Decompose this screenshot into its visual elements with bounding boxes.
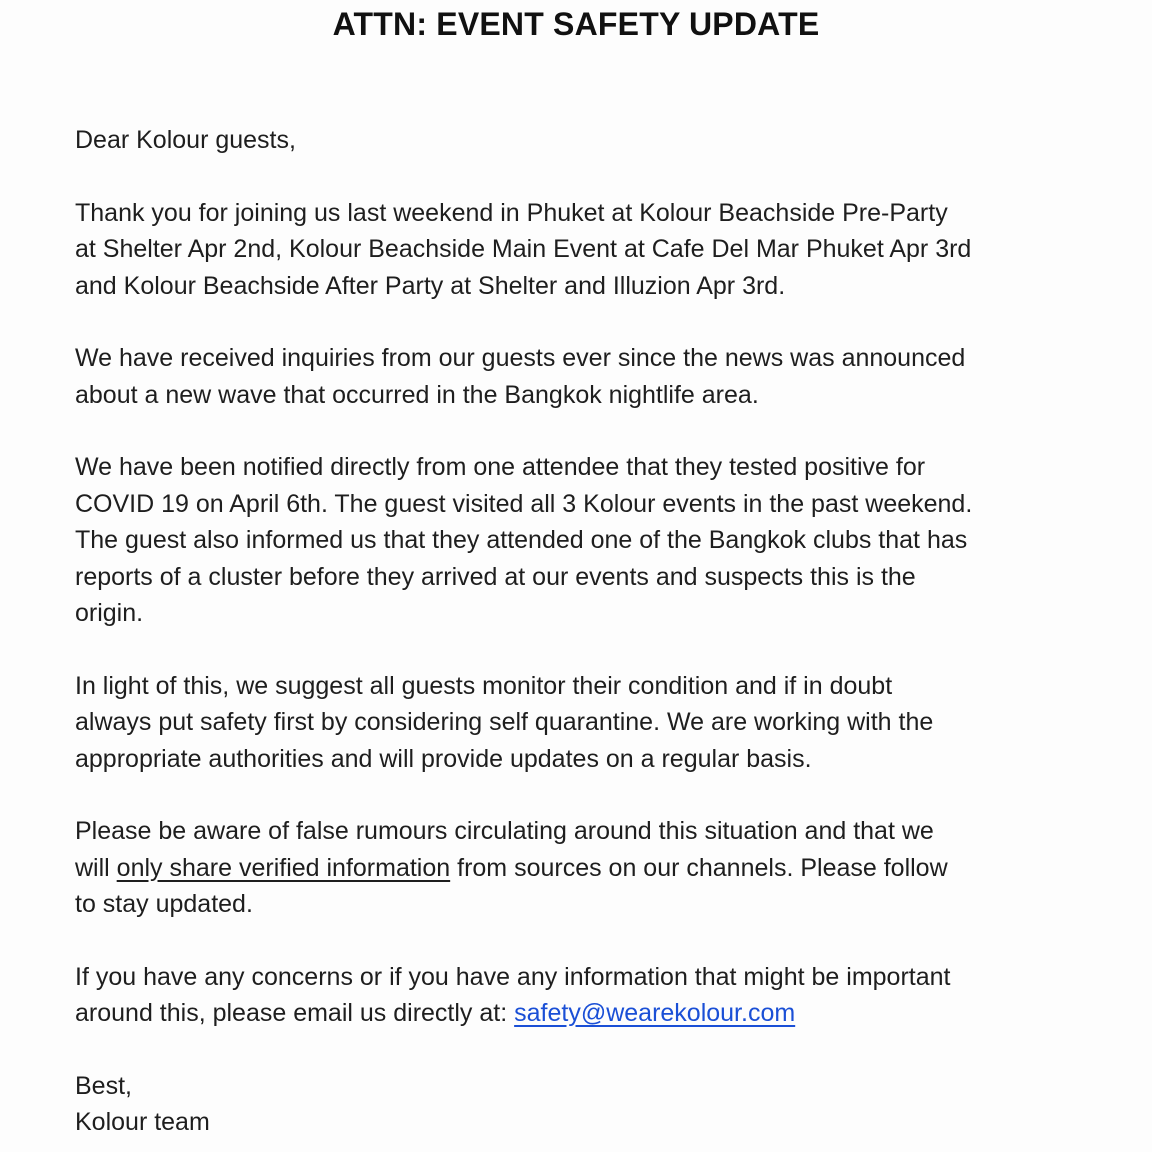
paragraph-inquiries bbox=[75, 340, 1135, 413]
paragraph-line: always put safety first by considering self quarantine. We are working with the bbox=[75, 708, 934, 736]
paragraph-line: about a new wave that occurred in the Bangkok nightlife area. bbox=[75, 380, 759, 409]
paragraph-line: Thank you for joining us last weekend in Phuket at Kolour Beachside Pre-Party bbox=[75, 198, 948, 227]
paragraph-line: We have been notified directly from one attendee that they tested positive for bbox=[75, 453, 926, 481]
paragraph-line: If you have any concerns or if you have any information that might be important bbox=[75, 962, 951, 991]
letter-body bbox=[75, 122, 1135, 1152]
paragraph-line bbox=[75, 850, 1135, 887]
paragraph-line bbox=[75, 995, 1135, 1032]
paragraph-line: reports of a cluster before they arrived at our events and suspects this is the bbox=[75, 562, 916, 591]
signature: Kolour team bbox=[75, 1108, 210, 1136]
email-link[interactable]: safety@wearekolour.com bbox=[514, 999, 796, 1027]
paragraph-line: appropriate authorities and will provide updates on a regular basis. bbox=[75, 744, 812, 773]
paragraph-notification bbox=[75, 449, 1135, 632]
paragraph-line: to stay updated. bbox=[75, 890, 253, 918]
paragraph-thanks bbox=[75, 195, 1135, 305]
paragraph-line: at Shelter Apr 2nd, Kolour Beachside Main Event at Cafe Del Mar Phuket Apr 3rd bbox=[75, 235, 972, 263]
paragraph-line: We have received inquiries from our guests ever since the news was announced bbox=[75, 344, 966, 372]
text-fragment: from sources on our channels. Please follow bbox=[450, 853, 948, 882]
document-title: ATTN: EVENT SAFETY UPDATE bbox=[332, 6, 820, 42]
paragraph-line: COVID 19 on April 6th. The guest visited all 3 Kolour events in the past weekend. bbox=[75, 489, 973, 518]
paragraph-line: Please be aware of false rumours circulating around this situation and that we bbox=[75, 817, 934, 845]
text-fragment: around this, please email us directly at: bbox=[75, 999, 515, 1027]
paragraph-contact bbox=[75, 959, 1135, 1032]
paragraph-line: The guest also informed us that they attended one of the Bangkok clubs that has bbox=[75, 526, 968, 554]
closing: Best, bbox=[75, 1071, 132, 1100]
paragraph-line: and Kolour Beachside After Party at Shelter and Illuzion Apr 3rd. bbox=[75, 271, 786, 300]
greeting bbox=[75, 122, 1135, 159]
greeting-line: Dear Kolour guests, bbox=[75, 126, 296, 154]
paragraph-line: In light of this, we suggest all guests monitor their condition and if in doubt bbox=[75, 671, 893, 700]
signoff bbox=[75, 1068, 1135, 1141]
text-fragment: will bbox=[75, 853, 117, 882]
paragraph-rumours bbox=[75, 813, 1135, 923]
paragraph-line: origin. bbox=[75, 599, 144, 627]
paragraph-suggestion bbox=[75, 668, 1135, 778]
underlined-phrase: only share verified information bbox=[116, 853, 451, 882]
